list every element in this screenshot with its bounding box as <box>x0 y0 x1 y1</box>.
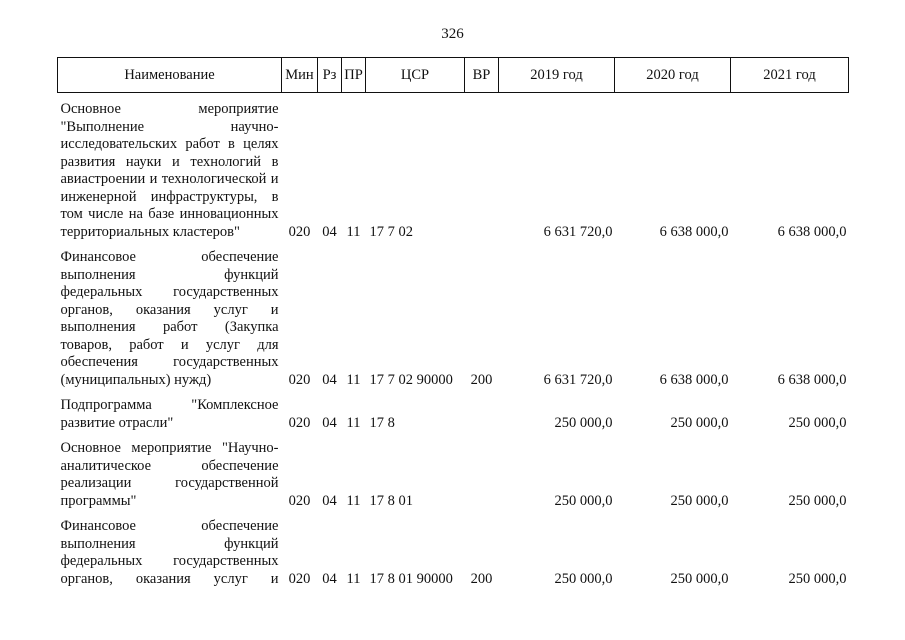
row-min: 020 <box>288 223 311 240</box>
header-csr: ЦСР <box>366 58 465 93</box>
table-row <box>58 241 849 389</box>
row-min: 020 <box>288 414 311 431</box>
header-vr: ВР <box>465 58 499 93</box>
row-pr: 11 <box>346 414 361 431</box>
row-2021: 6 638 000,0 <box>777 371 847 388</box>
table-row <box>58 93 849 242</box>
row-csr: 17 8 01 <box>369 492 413 509</box>
row-2020: 250 000,0 <box>670 492 729 509</box>
row-min: 020 <box>288 492 311 509</box>
row-min: 020 <box>288 570 311 587</box>
table-row <box>58 510 849 588</box>
row-name: Основное мероприятие "Научно-аналитическое обеспечение реализации государственной программы" <box>60 440 279 509</box>
table-row <box>58 389 849 432</box>
row-name: Подпрограмма "Комплексное развитие отрасли" <box>60 397 279 431</box>
row-vr: 200 <box>470 570 493 587</box>
row-rz: 04 <box>322 570 337 587</box>
table-header-row <box>58 58 849 93</box>
header-rz: Рз <box>318 58 342 93</box>
row-2019: 6 631 720,0 <box>543 223 613 240</box>
header-min: Мин <box>282 58 318 93</box>
row-2019: 250 000,0 <box>554 414 613 431</box>
header-2021: 2021 год <box>731 58 849 93</box>
row-2020: 250 000,0 <box>670 414 729 431</box>
row-2021: 250 000,0 <box>788 570 847 587</box>
row-vr: 200 <box>470 371 493 388</box>
table-row <box>58 432 849 510</box>
row-min: 020 <box>288 371 311 388</box>
row-vr <box>465 93 499 242</box>
row-2021: 250 000,0 <box>788 414 847 431</box>
row-vr <box>465 389 499 432</box>
row-csr: 17 8 <box>369 414 395 431</box>
row-pr: 11 <box>346 371 361 388</box>
row-csr: 17 7 02 <box>369 223 413 240</box>
row-2020: 250 000,0 <box>670 570 729 587</box>
row-pr: 11 <box>346 570 361 587</box>
row-2021: 6 638 000,0 <box>777 223 847 240</box>
row-2019: 250 000,0 <box>554 570 613 587</box>
header-pr: ПР <box>342 58 366 93</box>
row-csr: 17 7 02 90000 <box>369 371 453 388</box>
row-name: Финансовое обеспечение выполнения функций федеральных государственных органов, оказания услуг и <box>60 518 279 587</box>
row-csr: 17 8 01 90000 <box>369 570 453 587</box>
row-2019: 250 000,0 <box>554 492 613 509</box>
row-rz: 04 <box>322 223 337 240</box>
row-2021: 250 000,0 <box>788 492 847 509</box>
row-pr: 11 <box>346 492 361 509</box>
row-rz: 04 <box>322 371 337 388</box>
row-2019: 6 631 720,0 <box>543 371 613 388</box>
budget-table <box>57 57 849 588</box>
header-2019: 2019 год <box>499 58 615 93</box>
row-rz: 04 <box>322 492 337 509</box>
header-name: Наименование <box>58 58 282 93</box>
page-number: 326 <box>441 26 464 42</box>
row-name: Финансовое обеспечение выполнения функций федеральных государственных органов, оказания услуг и выполнения работ (Закупка товаров, работ и услуг для обеспечения государственных (муниципальных) нужд) <box>60 249 279 388</box>
row-pr: 11 <box>346 223 361 240</box>
row-vr <box>465 432 499 510</box>
row-rz: 04 <box>322 414 337 431</box>
row-name: Основное мероприятие "Выполнение научно-исследовательских работ в целях развития науки и технологий в авиастроении и технологической и инженерной инфраструктуры, в том числе на базе инновационных территориальных кластеров" <box>60 101 279 240</box>
header-2020: 2020 год <box>615 58 731 93</box>
row-2020: 6 638 000,0 <box>659 223 729 240</box>
row-2020: 6 638 000,0 <box>659 371 729 388</box>
